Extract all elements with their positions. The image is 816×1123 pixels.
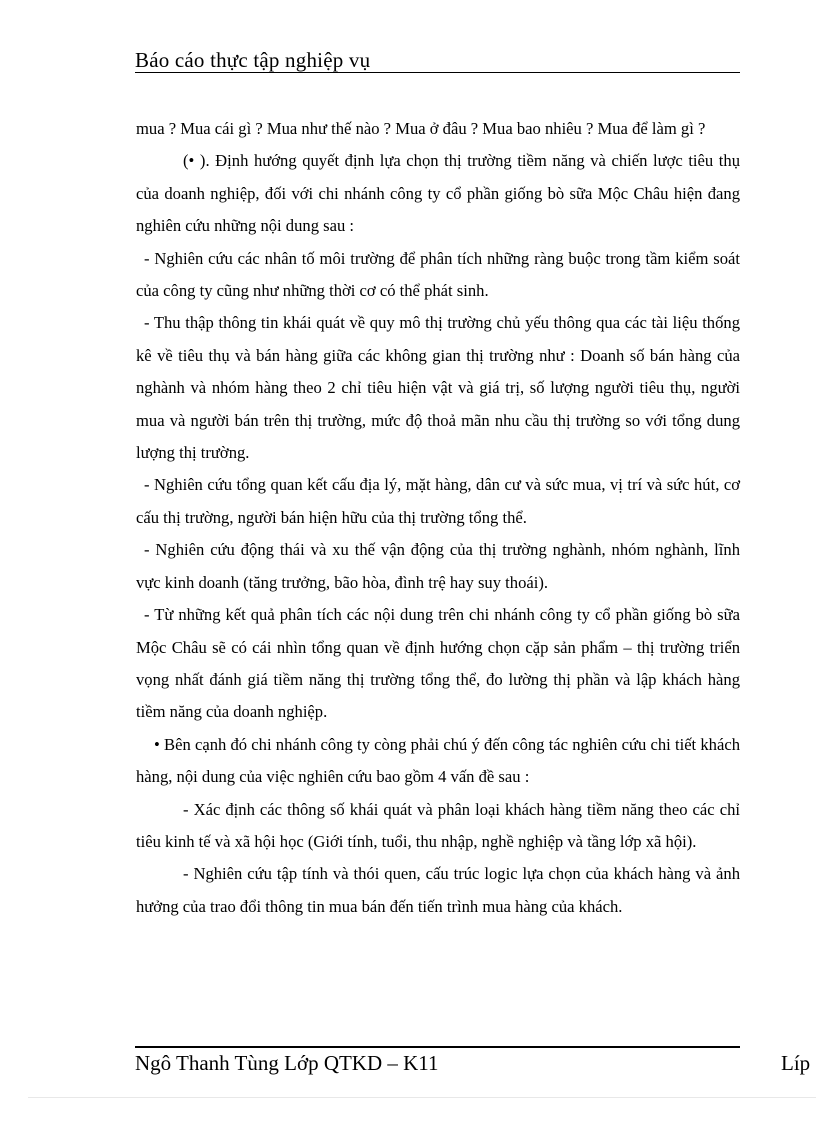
- paragraph-geography-overview: - Nghiên cứu tổng quan kết cấu địa lý, mặt hàng, dân cư và sức mua, vị trí và sức hút, cơ cấu thị trường, người bán hiện hữu của thị trường tổng thể.: [136, 475, 740, 527]
- footer-right-text: Líp: [781, 1051, 811, 1075]
- paragraph-continuation: mua ? Mua cái gì ? Mua như thế nào ? Mua ở đâu ? Mua bao nhiêu ? Mua để làm gì ?: [136, 119, 706, 138]
- page-header-title: Báo cáo thực tập nghiệp vụ: [135, 48, 371, 72]
- header-rule: [135, 72, 740, 73]
- paragraph-market-orientation: (• ). Định hướng quyết định lựa chọn thị trường tiềm năng và chiến lược tiêu thụ của doanh nghiệp, đối với chi nhánh công ty cổ phần giống bò sữa Mộc Châu hiện đang nghiên cứu những nội dung sau :: [136, 151, 740, 236]
- paragraph-customer-parameters: - Xác định các thông số khái quát và phân loại khách hàng tiềm năng theo các chỉ tiêu kinh tế và xã hội học (Giới tính, tuổi, thu nhập, nghề nghiệp và tầng lớp xã hội).: [136, 799, 740, 851]
- footer-rule: [135, 1046, 740, 1048]
- body-text: [136, 113, 740, 923]
- footer-author-class: Ngô Thanh Tùng Lớp QTKD – K11: [135, 1051, 439, 1075]
- paragraph-environment-factors: - Nghiên cứu các nhân tố môi trường để phân tích những ràng buộc trong tầm kiểm soát của công ty cũng như những thời cơ có thể phát sinh.: [136, 248, 740, 301]
- paragraph-customer-research: • Bên cạnh đó chi nhánh công ty còng phải chú ý đến công tác nghiên cứu chi tiết khách hàng, nội dung của việc nghiên cứu bao gồm 4 vấn đề sau :: [136, 734, 740, 787]
- paragraph-market-size: - Thu thập thông tin khái quát về quy mô thị trường chủ yếu thông qua các tài liệu thống kê về tiêu thụ và bán hàng giữa các không gian thị trường như : Doanh số bán hàng của nghành và nhóm hàng theo 2 chỉ tiêu hiện vật và giá trị, số lượng người tiêu thụ, người mua và người bán trên thị trường, mức độ thoả mãn nhu cầu thị trường so với tổng dung lượng thị trường.: [136, 313, 740, 463]
- page-bottom-divider: [28, 1097, 816, 1098]
- paragraph-market-dynamics: - Nghiên cứu động thái và xu thế vận động của thị trường nghành, nhóm nghành, lĩnh vực kinh doanh (tăng trưởng, bão hòa, đình trệ hay suy thoái).: [136, 540, 740, 592]
- paragraph-analysis-results: - Từ những kết quả phân tích các nội dung trên chi nhánh công ty cổ phần giống bò sữa Mộc Châu sẽ có cái nhìn tổng quan về định hướng chọn cặp sản phẩm – thị trường triển vọng nhất đánh giá tiềm năng thị trường tổng thể, đo lường thị phần và lập khách hàng tiềm năng của doanh nghiệp.: [136, 605, 740, 722]
- paragraph-customer-habits: - Nghiên cứu tập tính và thói quen, cấu trúc logic lựa chọn của khách hàng và ảnh hưởng của trao đổi thông tin mua bán đến tiến trình mua hàng của khách.: [136, 864, 740, 916]
